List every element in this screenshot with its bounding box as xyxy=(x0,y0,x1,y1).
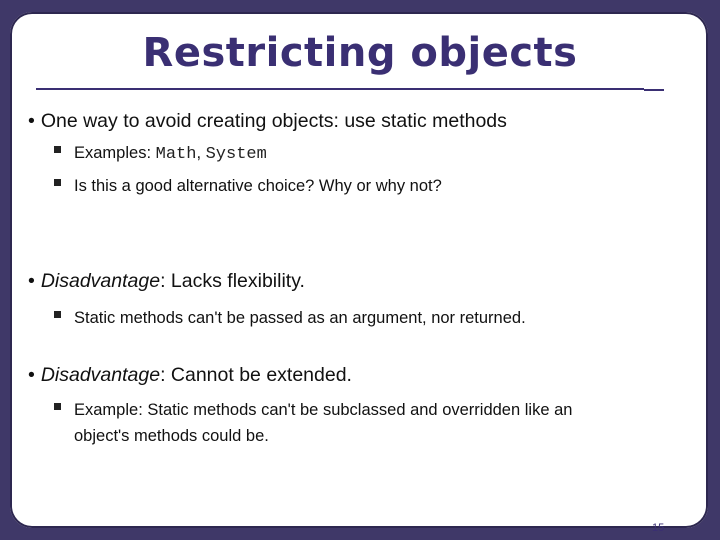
disadvantage-label: Disadvantage xyxy=(40,364,161,386)
square-bullet-icon xyxy=(54,179,61,186)
sub-bullet-text xyxy=(74,397,572,449)
square-bullet-icon xyxy=(54,146,61,153)
sub-bullet-line-1: Example: Static methods can't be subclassed and overridden like an xyxy=(74,401,573,419)
bullet-text: : Cannot be extended. xyxy=(160,364,352,386)
sub-bullet-text: Is this a good alternative choice? Why or why not? xyxy=(74,177,442,195)
square-bullet-icon xyxy=(54,403,61,410)
examples-label: Examples: xyxy=(74,144,156,162)
bullet-text: : Lacks flexibility. xyxy=(160,270,305,292)
page-number: 15 xyxy=(652,522,665,534)
sub-bullet-text xyxy=(74,140,267,168)
code-system: System xyxy=(205,145,267,164)
bullet-dot: • xyxy=(28,270,35,292)
code-math: Math xyxy=(155,145,197,164)
examples-separator: , xyxy=(196,144,206,162)
bullet-static-methods xyxy=(28,110,507,133)
bullet-disadvantage-flexibility xyxy=(28,270,305,293)
title-underline-tail xyxy=(644,89,664,91)
square-bullet-icon xyxy=(54,311,61,318)
sub-bullet-line-2: object's methods could be. xyxy=(74,427,269,445)
bullet-dot: • xyxy=(28,110,35,132)
sub-bullet-text: Static methods can't be passed as an argument, nor returned. xyxy=(74,309,526,327)
bullet-disadvantage-extended xyxy=(28,364,352,387)
title-underline xyxy=(36,88,644,90)
bullet-dot: • xyxy=(28,364,35,386)
bullet-text: One way to avoid creating objects: use static methods xyxy=(40,110,507,132)
disadvantage-label: Disadvantage xyxy=(40,270,161,292)
slide-title: Restricting objects xyxy=(142,30,578,76)
